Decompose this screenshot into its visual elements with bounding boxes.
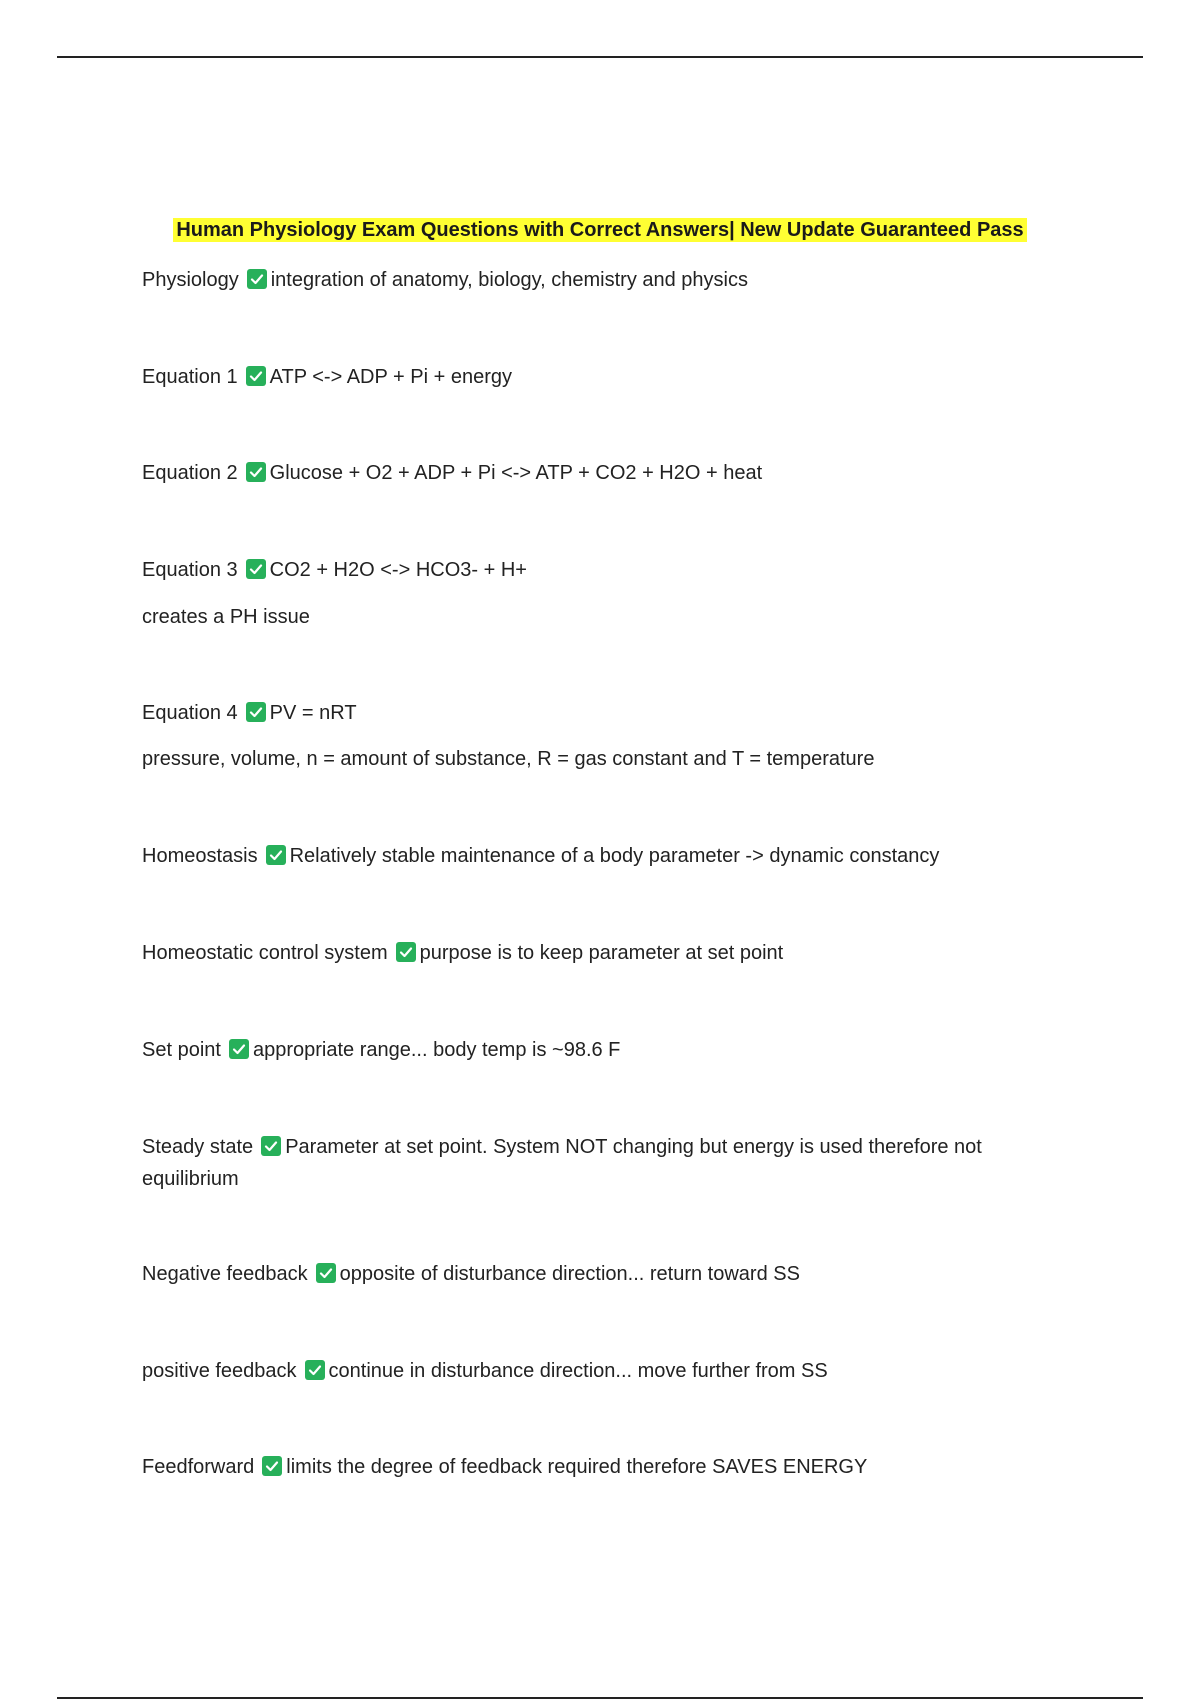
qa-answer: Relatively stable maintenance of a body parameter -> dynamic constancy [289, 845, 940, 867]
top-rule [57, 56, 1143, 58]
document-title [0, 215, 1200, 245]
check-box-icon [261, 1136, 281, 1156]
check-box-icon [246, 462, 266, 482]
qa-term: Physiology [142, 269, 239, 291]
check-box-icon [266, 845, 286, 865]
qa-item-positive-feedback [142, 1356, 1062, 1387]
check-box-icon [262, 1456, 282, 1476]
qa-answer: continue in disturbance direction... move further from SS [328, 1360, 828, 1382]
qa-note: pressure, volume, n = amount of substance, R = gas constant and T = temperature [142, 748, 875, 770]
qa-answer: appropriate range... body temp is ~98.6 F [252, 1039, 621, 1061]
qa-item-feedforward [142, 1452, 1062, 1483]
check-box-icon [247, 269, 267, 289]
qa-term: Steady state [142, 1136, 254, 1158]
qa-term: Negative feedback [142, 1263, 308, 1285]
qa-term: positive feedback [142, 1360, 297, 1382]
qa-answer: integration of anatomy, biology, chemistry and physics [270, 269, 748, 291]
document-title-text: Human Physiology Exam Questions with Correct Answers| New Update Guaranteed Pass [173, 218, 1026, 242]
check-box-icon [305, 1360, 325, 1380]
qa-item-equation-2 [142, 458, 1062, 489]
qa-item-equation-3 [142, 555, 1062, 633]
qa-answer: purpose is to keep parameter at set point [419, 942, 784, 964]
qa-item-physiology [142, 265, 1062, 296]
qa-term: Equation 1 [142, 366, 238, 388]
check-box-icon [246, 702, 266, 722]
qa-term: Set point [142, 1039, 221, 1061]
check-box-icon [246, 559, 266, 579]
check-box-icon [229, 1039, 249, 1059]
bottom-rule [57, 1697, 1143, 1699]
qa-item-homeostatic-control-system [142, 938, 1062, 969]
qa-term: Homeostasis [142, 845, 258, 867]
qa-answer: CO2 + H2O <-> HCO3- + H+ [269, 559, 527, 581]
qa-term: Equation 4 [142, 702, 238, 724]
qa-answer: limits the degree of feedback required therefore SAVES ENERGY [286, 1456, 868, 1478]
qa-term: Feedforward [142, 1456, 255, 1478]
qa-answer: Parameter at set point. System NOT changing but energy is used therefore not equilibrium [142, 1136, 982, 1190]
qa-answer: PV = nRT [269, 702, 357, 724]
qa-item-negative-feedback [142, 1259, 1062, 1290]
qa-item-homeostasis [142, 841, 1062, 872]
qa-answer: ATP <-> ADP + Pi + energy [269, 366, 513, 388]
qa-answer: opposite of disturbance direction... return toward SS [339, 1263, 800, 1285]
check-box-icon [396, 942, 416, 962]
qa-item-set-point [142, 1035, 1062, 1066]
check-box-icon [316, 1263, 336, 1283]
qa-term: Homeostatic control system [142, 942, 388, 964]
qa-term: Equation 3 [142, 559, 238, 581]
qa-answer: Glucose + O2 + ADP + Pi <-> ATP + CO2 + H2O + heat [269, 462, 763, 484]
qa-note: creates a PH issue [142, 606, 310, 628]
check-box-icon [246, 366, 266, 386]
qa-item-steady-state [142, 1131, 1062, 1195]
qa-term: Equation 2 [142, 462, 238, 484]
qa-item-equation-1 [142, 362, 1062, 393]
qa-item-equation-4 [142, 698, 1062, 775]
